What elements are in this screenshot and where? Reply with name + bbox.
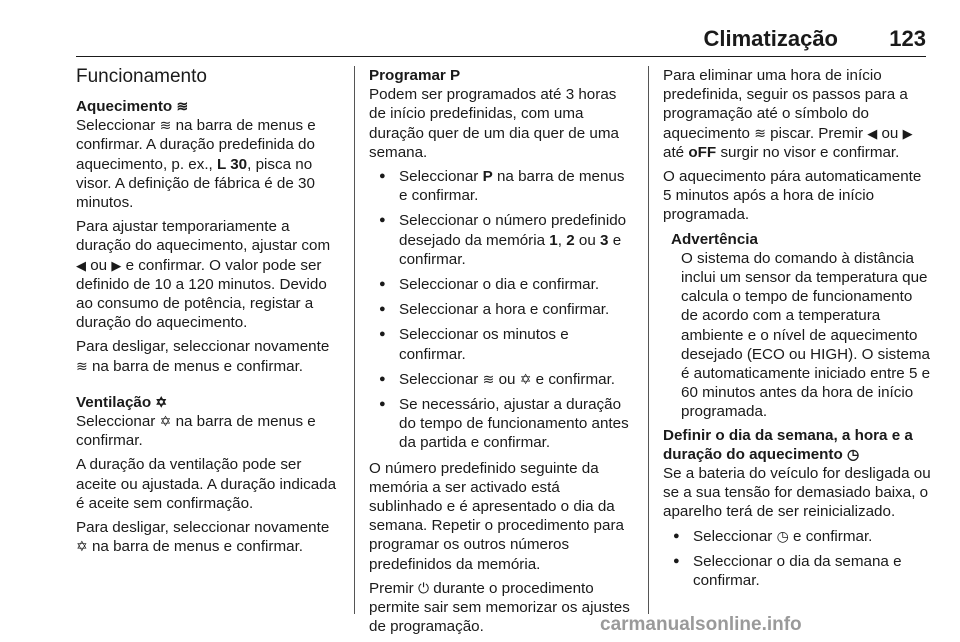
arrow-left-icon: ◀ bbox=[867, 125, 878, 141]
ventilation-paragraph-1: Seleccionar ✡ na barra de menus e confirmar. bbox=[76, 413, 316, 450]
heating-paragraph-2: Para ajustar temporariamente a duração do aquecimento, ajustar com ◀ ou ▶ e confirmar. O valor pode ser definido de 10 a 120 minutos. Devido ao consumo de potência, registar a duração do aquecimento. bbox=[76, 218, 331, 332]
list-item: ● Seleccionar ≋ ou ✡ e confirmar. bbox=[369, 370, 637, 389]
programming-paragraph-1: O número predefinido seguinte da memória a ser activado está sublinhado e é apresentado o dia da semana. Repetir o procedimento para programar os outros números predefinidos da memória. bbox=[369, 459, 624, 573]
column-2 bbox=[369, 66, 637, 641]
heating-waves-icon: ≋ bbox=[76, 357, 88, 374]
heating-waves-icon: ≋ bbox=[176, 98, 189, 114]
note-block bbox=[663, 230, 931, 422]
fan-icon: ✡ bbox=[76, 538, 88, 555]
list-item: ● Se necessário, ajustar a duração do tempo de funcionamento antes da partida e confirmar. bbox=[369, 395, 637, 453]
column-divider-1 bbox=[354, 66, 355, 614]
list-item: ● Seleccionar o número predefinido desejado da memória 1, 2 ou 3 e confirmar. bbox=[369, 211, 637, 269]
column-3 bbox=[663, 66, 931, 596]
heating-paragraph-3: Para desligar, seleccionar novamente ≋ na barra de menus e confirmar. bbox=[76, 338, 330, 375]
heating-waves-icon: ≋ bbox=[482, 370, 495, 387]
delete-paragraph: Para eliminar uma hora de início predefinida, seguir os passos para a programação até o símbolo do aquecimento ≋ piscar. Premir ◀ ou ▶ até oFF surgir no visor e confirmar. bbox=[663, 67, 913, 161]
arrow-right-icon: ▶ bbox=[902, 125, 913, 141]
section-heading: Funcionamento bbox=[76, 66, 207, 87]
power-icon: ⏻ bbox=[417, 579, 430, 596]
arrow-left-icon: ◀ bbox=[76, 257, 86, 273]
programming-title: Programar P bbox=[369, 67, 461, 84]
column-1 bbox=[76, 66, 344, 561]
chapter-title: Climatização bbox=[703, 26, 838, 51]
clock-icon: ◷ bbox=[847, 445, 860, 462]
arrow-right-icon: ▶ bbox=[111, 257, 122, 273]
auto-stop-paragraph: O aquecimento pára automaticamente 5 minutos após a hora de início programada. bbox=[663, 168, 922, 224]
heating-title: Aquecimento ≋ bbox=[76, 98, 189, 115]
fan-icon: ✡ bbox=[519, 370, 532, 387]
page-number: 123 bbox=[889, 26, 926, 51]
list-item: ● Seleccionar ◷ e confirmar. bbox=[663, 527, 931, 546]
set-day-time-steps bbox=[663, 527, 931, 591]
heating-waves-icon: ≋ bbox=[754, 124, 766, 141]
fan-icon: ✡ bbox=[155, 393, 168, 410]
heating-waves-icon: ≋ bbox=[159, 117, 172, 134]
reset-paragraph: Se a bateria do veículo for desligada ou se a sua tensão for demasiado baixa, o aparelho terá de ser reinicializado. bbox=[663, 465, 931, 521]
watermark: carmanualsonline.info bbox=[600, 614, 802, 635]
set-day-time-title: Definir o dia da semana, a hora e a duração do aquecimento ◷ bbox=[663, 426, 913, 463]
list-item: ● Seleccionar a hora e confirmar. bbox=[369, 300, 637, 319]
list-item: ● Seleccionar P na barra de menus e confirmar. bbox=[369, 167, 637, 205]
list-item: ● Seleccionar o dia da semana e confirmar. bbox=[663, 552, 931, 590]
fan-icon: ✡ bbox=[159, 413, 172, 430]
heating-paragraph-1: Seleccionar ≋ na barra de menus e confirmar. A duração predefinida do aquecimento, p. ex., L 30, pisca no visor. A definição de fábrica é de 30 minutos. bbox=[76, 117, 316, 212]
note-body: O sistema do comando à distância inclui um sensor da temperatura que calcula o tempo de funcionamento de acordo com a temperatura ambiente e o nível de aquecimento desejado (ECO ou HIGH). O sistema é automaticamente iniciado entre 5 e 60 minutos antes da hora de início programada. bbox=[681, 249, 931, 421]
column-divider-2 bbox=[648, 66, 649, 614]
programming-intro: Podem ser programados até 3 horas de início predefinidas, com uma duração quer de um dia quer de uma semana. bbox=[369, 86, 619, 161]
ventilation-paragraph-3: Para desligar, seleccionar novamente ✡ na barra de menus e confirmar. bbox=[76, 519, 330, 556]
list-item: ● Seleccionar os minutos e confirmar. bbox=[369, 325, 637, 363]
ventilation-title: Ventilação ✡ bbox=[76, 393, 168, 411]
list-item: ● Seleccionar o dia e confirmar. bbox=[369, 275, 637, 294]
page-header bbox=[0, 22, 960, 58]
programming-paragraph-2: Premir ⏻ durante o procedimento permite sair sem memorizar os ajustes de programação. bbox=[369, 579, 630, 636]
note-title: Advertência bbox=[671, 230, 758, 248]
header-rule bbox=[76, 56, 926, 57]
clock-icon: ◷ bbox=[776, 527, 789, 544]
ventilation-paragraph-2: A duração da ventilação pode ser aceite ou ajustada. A duração indicada é aceite sem confirmação. bbox=[76, 456, 337, 512]
programming-steps bbox=[369, 167, 637, 453]
